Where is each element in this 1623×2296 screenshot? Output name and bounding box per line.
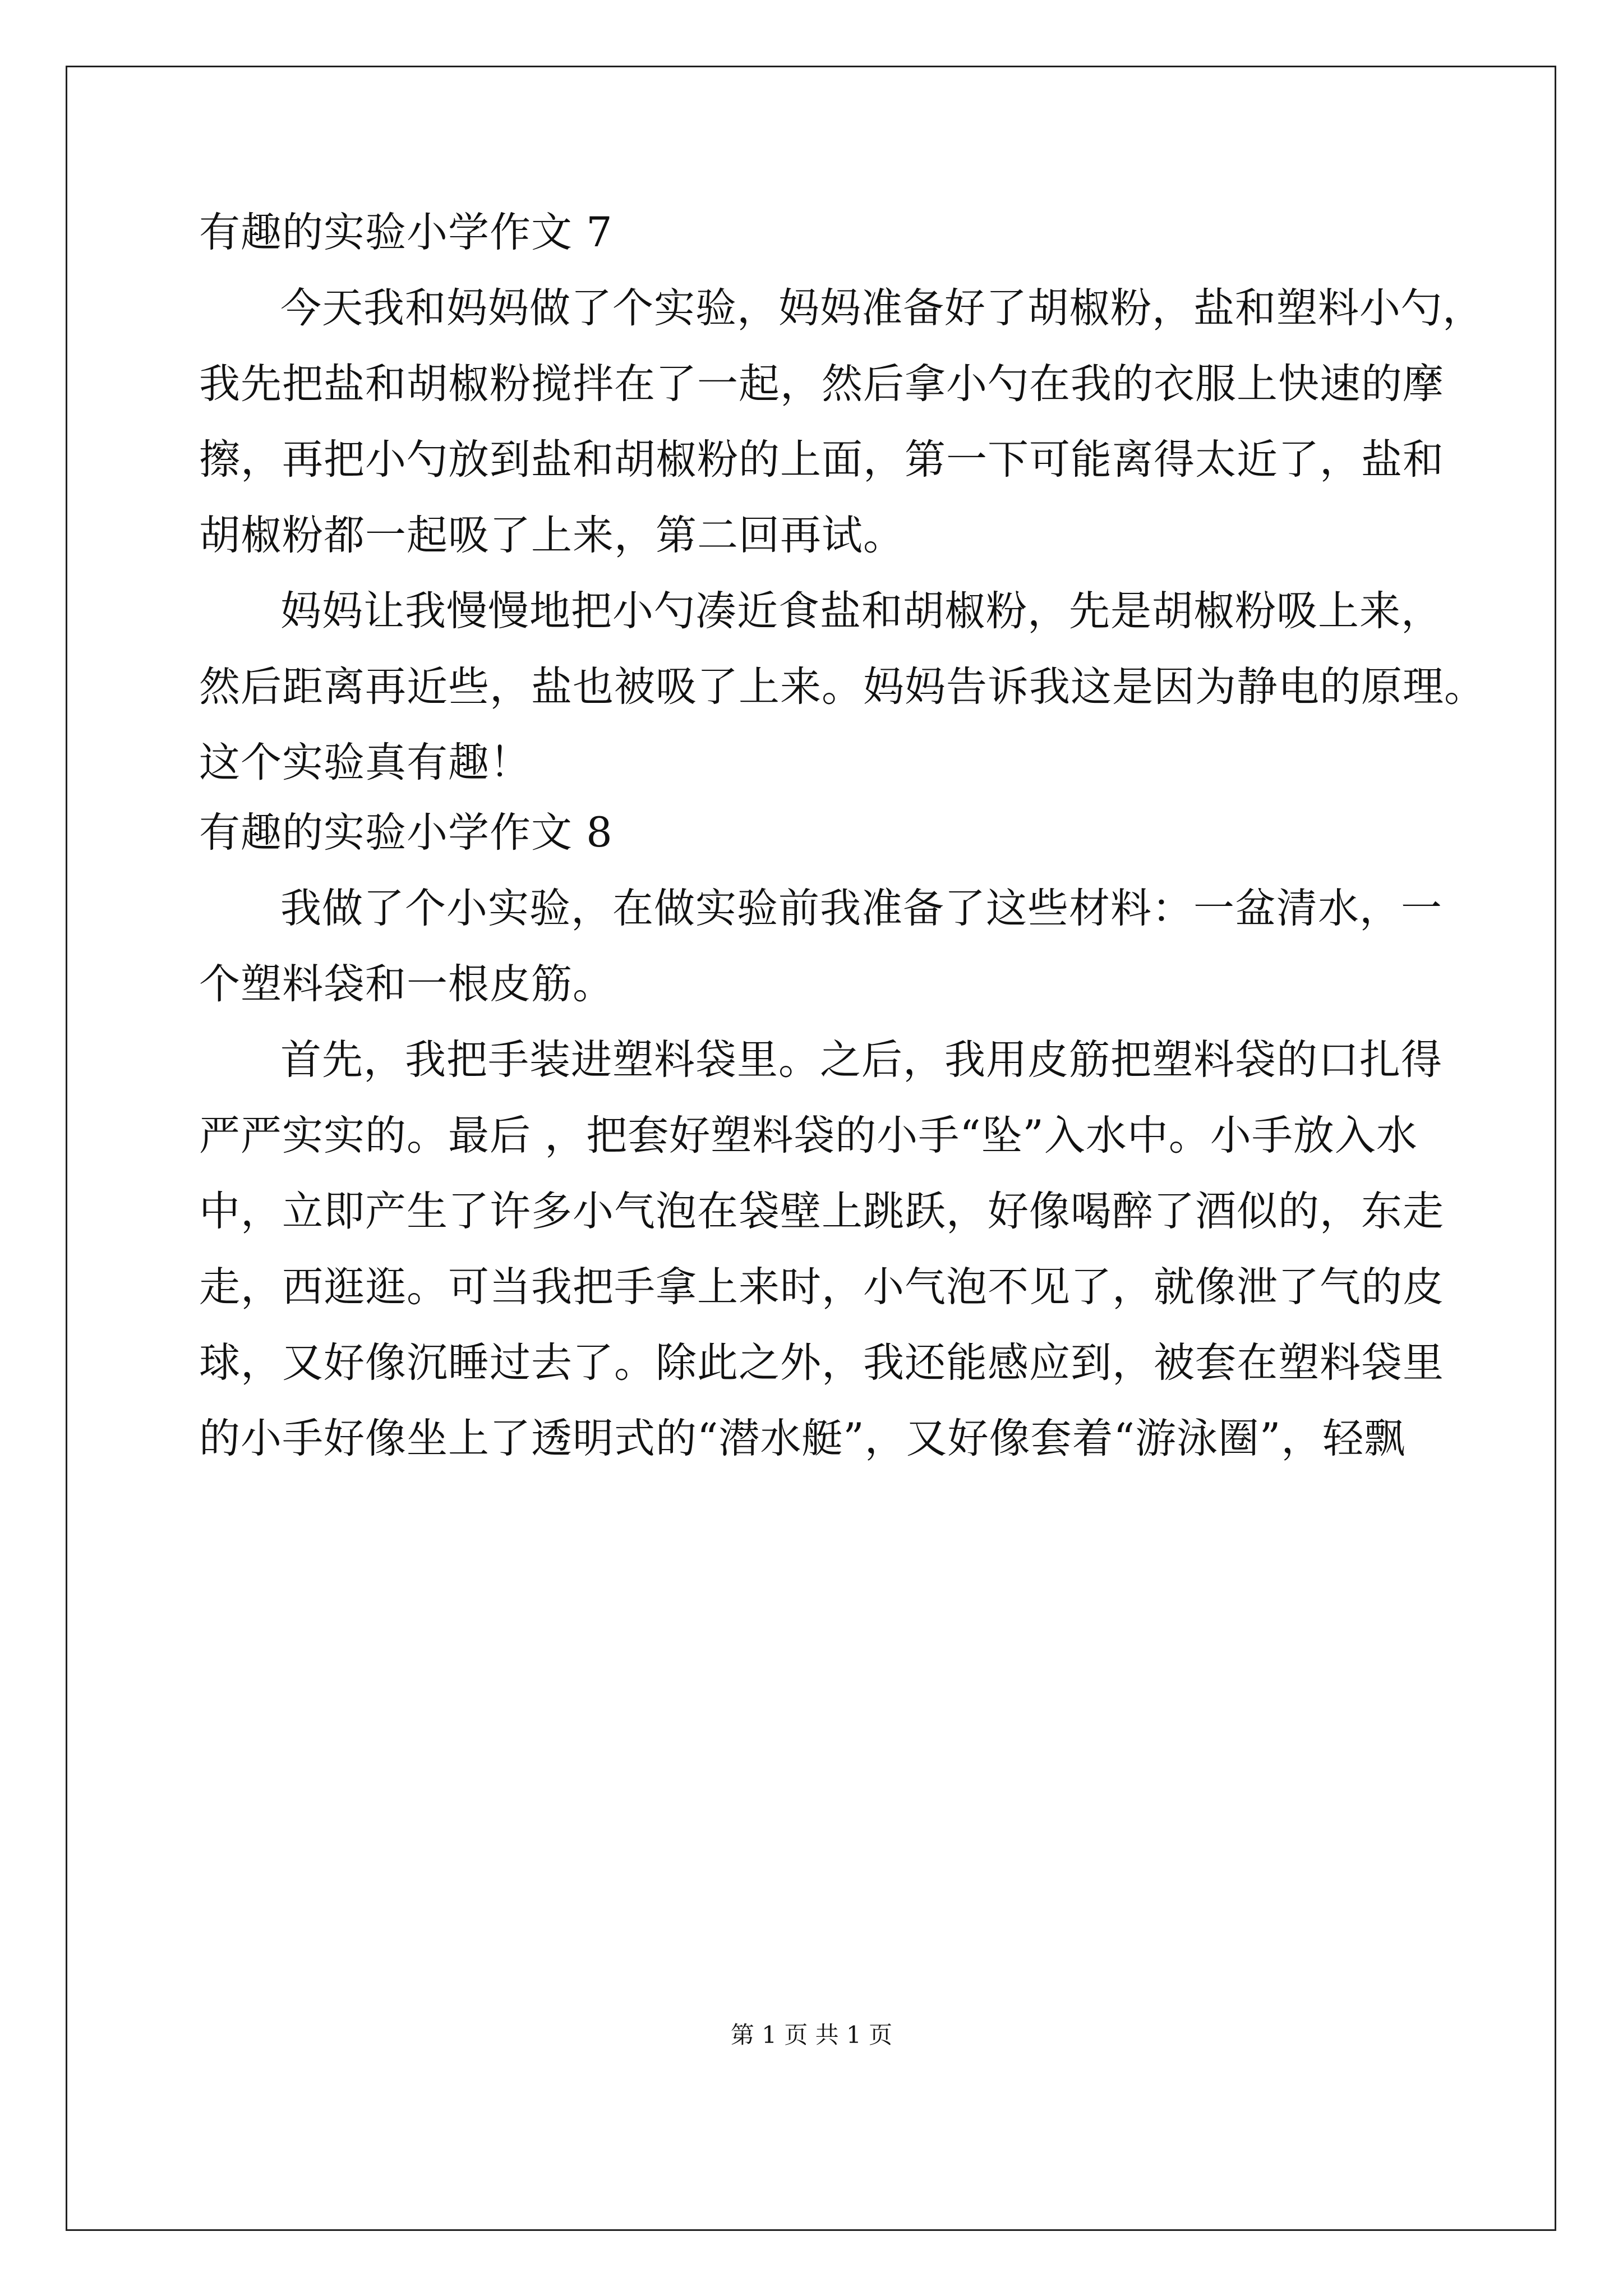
paragraph-line: 这个实验真有趣！ [199,739,531,786]
paragraph-line: 妈妈让我慢慢地把小勺凑近食盐和胡椒粉，先是胡椒粉吸上来， [280,587,1442,635]
page-footer: 第 1 页 共 1 页 [730,2021,893,2049]
paragraph-line: 胡椒粉都一起吸了上来，第二回再试。 [199,512,905,559]
paragraph-line: 擦，再把小勺放到盐和胡椒粉的上面，第一下可能离得太近了，盐和 [199,436,1444,484]
paragraph-line: 中，立即产生了许多小气泡在袋壁上跳跃，好像喝醉了酒似的，东走 [199,1188,1444,1235]
paragraph-line: 走，西逛逛。可当我把手拿上来时，小气泡不见了，就像泄了气的皮 [199,1263,1444,1311]
essay-title-8: 有趣的实验小学作文 8 [199,809,613,857]
paragraph-line: 我做了个小实验，在做实验前我准备了这些材料：一盆清水，一 [280,885,1442,932]
paragraph-line: 然后距离再近些，盐也被吸了上来。妈妈告诉我这是因为静电的原理。 [199,663,1486,711]
paragraph-line: 今天我和妈妈做了个实验，妈妈准备好了胡椒粉，盐和塑料小勺， [280,284,1484,332]
essay-title-7: 有趣的实验小学作文 7 [199,209,613,256]
paragraph-line: 个塑料袋和一根皮筋。 [199,960,614,1008]
paragraph-line: 严严实实的。最后 ，把套好塑料袋的小手“坠”入水中。小手放入水 [199,1112,1418,1159]
paragraph-line: 球，又好像沉睡过去了。除此之外，我还能感应到，被套在塑料袋里 [199,1339,1444,1387]
paragraph-line: 的小手好像坐上了透明式的“潜水艇”，又好像套着“游泳圈”，轻飘 [199,1415,1406,1462]
paragraph-line: 首先，我把手装进塑料袋里。之后，我用皮筋把塑料袋的口扎得 [280,1036,1442,1084]
paragraph-line: 我先把盐和胡椒粉搅拌在了一起，然后拿小勺在我的衣服上快速的摩 [199,360,1444,408]
